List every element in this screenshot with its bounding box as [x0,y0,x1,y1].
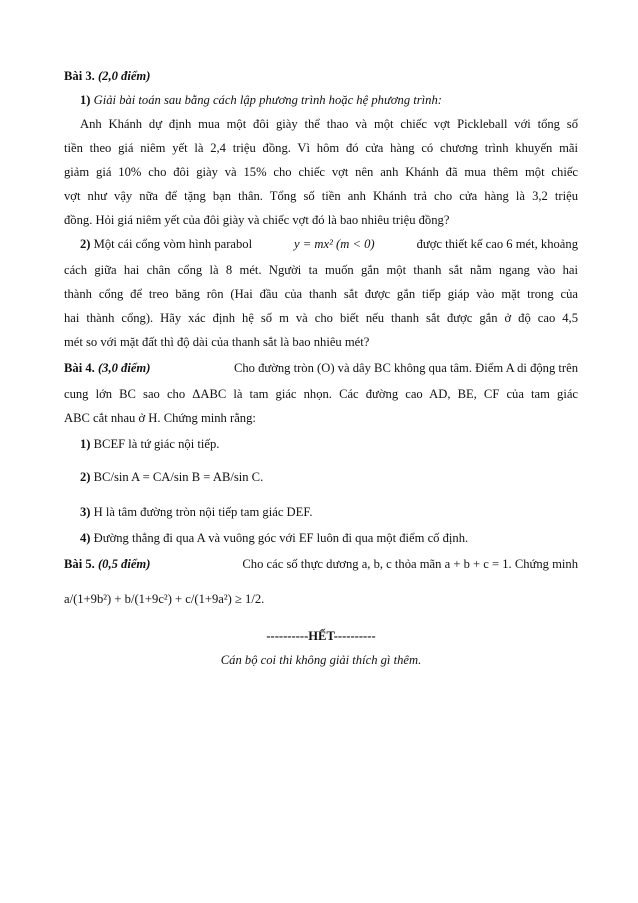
bai3-heading [64,68,150,84]
bai3-q1-line-3: giảm giá 10% cho đôi giày và 15% cho chiếc vợt nên anh Khánh đã mua thêm một chiếc [64,165,578,179]
bai5-title: Bài 5. [64,557,95,571]
bai3-q1-line-1: Anh Khánh dự định mua một đôi giày thể thao và một chiếc vợt Pickleball với tổng số [80,117,578,131]
bai4-item-1-text: BCEF là tứ giác nội tiếp. [93,437,220,451]
bai3-q2-label: 2) [80,237,91,251]
bai4-item-2-label: 2) [80,470,91,484]
bai5-points: (0,5 điểm) [97,557,151,571]
bai5-line-1: Cho các số thực dương a, b, c thỏa mãn a + b + c = 1. Chứng minh [242,557,578,571]
bai4-item-4-text: Đường thẳng đi qua A và vuông góc với EF luôn đi qua một điểm cố định. [93,531,469,545]
bai3-q2-line-3: hai thành cổng). Hãy xác định hệ số m và cho biết nếu thanh sắt được gắn ở độ cao 4,5 [64,311,578,325]
bai3-q2-lead: Một cái cổng vòm hình parabol [93,237,253,251]
bai3-q2-line-1: cách giữa hai chân cổng là 8 mét. Người ta muốn gắn một thanh sắt nằm ngang vào hai [64,263,578,277]
bai4-title: Bài 4. [64,361,95,375]
bai3-q1-line-4: vợt như vậy nữa để tặng bạn thân. Tổng số tiền anh Khánh trả cho cửa hàng là 3,2 triệu [64,189,578,203]
bai3-q1-instruction-line [80,92,442,108]
end-marker: ----------HẾT---------- [266,629,376,643]
bai3-q2-line-2: thành cổng để treo băng rôn (Hai đầu của thanh sắt được gắn tiếp giáp vào mặt trong của [64,287,578,301]
bai3-title: Bài 3. [64,69,95,83]
footer-note: Cán bộ coi thi không giải thích gì thêm. [220,653,422,667]
bai4-item-4 [80,530,468,546]
bai3-q2-first-line [80,236,578,252]
bai4-line-2: cung lớn BC sao cho ΔABC là tam giác nhọn. Các đường cao AD, BE, CF của tam giác [64,387,578,401]
bai4-points: (3,0 điểm) [97,361,151,375]
bai4-item-2-text: BC/sin A = CA/sin B = AB/sin C. [93,470,264,484]
bai3-q2-formula: y = mx² (m < 0) [294,237,375,251]
bai4-item-3-label: 3) [80,505,91,519]
bai4-item-3 [80,504,313,520]
bai3-q2-tail: được thiết kế cao 6 mét, khoảng [416,237,578,251]
bai4-line-1: Cho đường tròn (O) và dây BC không qua tâm. Điểm A di động trên [233,361,578,375]
bai4-item-2 [80,462,263,492]
bai3-q2-line-4: mét so với mặt đất thì độ dài của thanh sắt là bao nhiêu mét? [64,335,370,349]
bai3-q1-line-2: tiền theo giá niêm yết là 2,4 triệu đồng. Vì hôm đó cửa hàng có chương trình khuyến mãi [64,141,578,155]
bai4-item-4-label: 4) [80,531,91,545]
bai3-points: (2,0 điểm) [97,69,151,83]
bai4-item-3-text: H là tâm đường tròn nội tiếp tam giác DEF. [93,505,313,519]
bai4-item-1 [80,436,219,452]
bai4-first-line [64,360,578,376]
bai3-q1-label: 1) [80,93,91,107]
bai3-q1-line-5: đồng. Hỏi giá niêm yết của đôi giày và chiếc vợt đó là bao nhiêu triệu đồng? [64,213,450,227]
bai5-first-line [64,556,578,572]
bai5-inequality: a/(1+9b²) + b/(1+9c²) + c/(1+9a²) ≥ 1/2. [64,592,265,606]
bai3-q1-instruction: Giải bài toán sau bằng cách lập phương trình hoặc hệ phương trình: [93,93,442,107]
bai4-line-3: ABC cắt nhau ở H. Chứng minh rằng: [64,411,256,425]
bai4-item-1-label: 1) [80,437,91,451]
